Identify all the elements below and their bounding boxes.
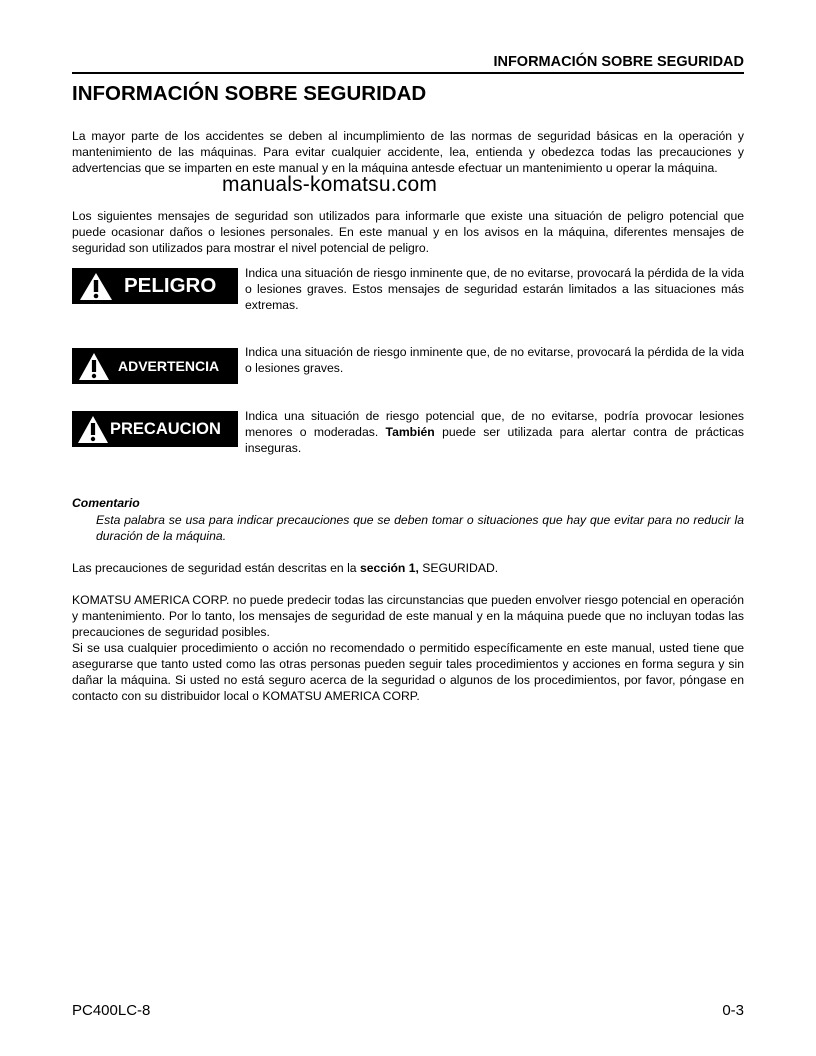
note-label: Comentario xyxy=(72,496,140,510)
intro-paragraph-2: Los siguientes mensajes de seguridad son utilizados para informarle que existe una situación de peligro potencial que puede ocasionar daños o lesiones personales. En este manual y en los avisos en la máquina, diferentes mensajes de seguridad son utilizados para mostrar el nivel potencial de peligro. xyxy=(72,209,744,255)
page-title: INFORMACIÓN SOBRE SEGURIDAD xyxy=(72,82,427,105)
signal-precaucion-description xyxy=(245,408,744,456)
intro-paragraph-1: La mayor parte de los accidentes se deben al incumplimiento de las normas de seguridad básicas en la operación y mantenimiento de las máquinas. Para evitar cualquier accidente, lea, entienda y obedezca todas las precauciones y advertencias que se imparten en este manual y en la máquina antesde efectuar un mantenimiento u operar la máquina. xyxy=(72,129,744,175)
signal-word: PELIGRO xyxy=(124,274,217,297)
section-reference-text: SEGURIDAD. xyxy=(418,561,499,575)
signal-word: ADVERTENCIA xyxy=(118,358,220,374)
signal-peligro-description: Indica una situación de riesgo inminente que, de no evitarse, provocará la pérdida de la vida o lesiones graves. Estos mensajes de seguridad estarán limitados a las situaciones más extremas. xyxy=(245,266,744,312)
signal-precaucion-badge xyxy=(72,411,238,447)
watermark-link: manuals-komatsu.com xyxy=(222,173,438,196)
section-reference-text: Las precauciones de seguridad están descritas en la xyxy=(72,561,360,575)
signal-peligro-badge xyxy=(72,268,238,304)
closing-paragraph-2: Si se usa cualquier procedimiento o acción no recomendado o permitido específicamente en este manual, usted tiene que asegurarse que tanto usted como las otras personas pueden seguir tales procedimientos y acciones en forma segura y sin dañar la máquina. Si usted no está seguro acerca de la seguridad o algunos de los procedimientos, por favor, póngase en contacto con su distribuidor local o KOMATSU AMERICA CORP. xyxy=(72,641,744,703)
warning-triangle-icon xyxy=(72,268,120,304)
signal-advertencia-description: Indica una situación de riesgo inminente que, de no evitarse, provocará la pérdida de la vida o lesiones graves. xyxy=(245,345,744,375)
signal-word: PRECAUCION xyxy=(110,419,221,438)
section-reference-link: sección 1, xyxy=(359,561,419,575)
footer-page-number: 0-3 xyxy=(722,1002,744,1019)
section-reference xyxy=(72,560,744,576)
description-emphasis: También xyxy=(385,425,435,439)
note-body: Esta palabra se usa para indicar precauciones que se deben tomar o situaciones que hay que evitar para no reducir la duración de la máquina. xyxy=(96,513,744,543)
warning-triangle-icon xyxy=(72,411,110,447)
closing-paragraph-1: KOMATSU AMERICA CORP. no puede predecir todas las circunstancias que pueden envolver riesgo potencial en operación y mantenimiento. Por lo tanto, los mensajes de seguridad de este manual y en la máquina puede que no incluyan todas las precauciones de seguridad posibles. xyxy=(72,593,744,639)
footer-model: PC400LC-8 xyxy=(72,1002,151,1019)
warning-triangle-icon xyxy=(72,348,116,384)
running-header: INFORMACIÓN SOBRE SEGURIDAD xyxy=(493,54,744,70)
description-text: puede ser utilizada para alertar contra de prácticas inseguras. xyxy=(245,425,744,455)
signal-advertencia-badge xyxy=(72,348,238,384)
header-rule xyxy=(72,72,744,74)
description-text: Indica una situación de riesgo potencial que, de no evitarse, podría provocar lesiones menores o moderadas. xyxy=(245,409,744,439)
